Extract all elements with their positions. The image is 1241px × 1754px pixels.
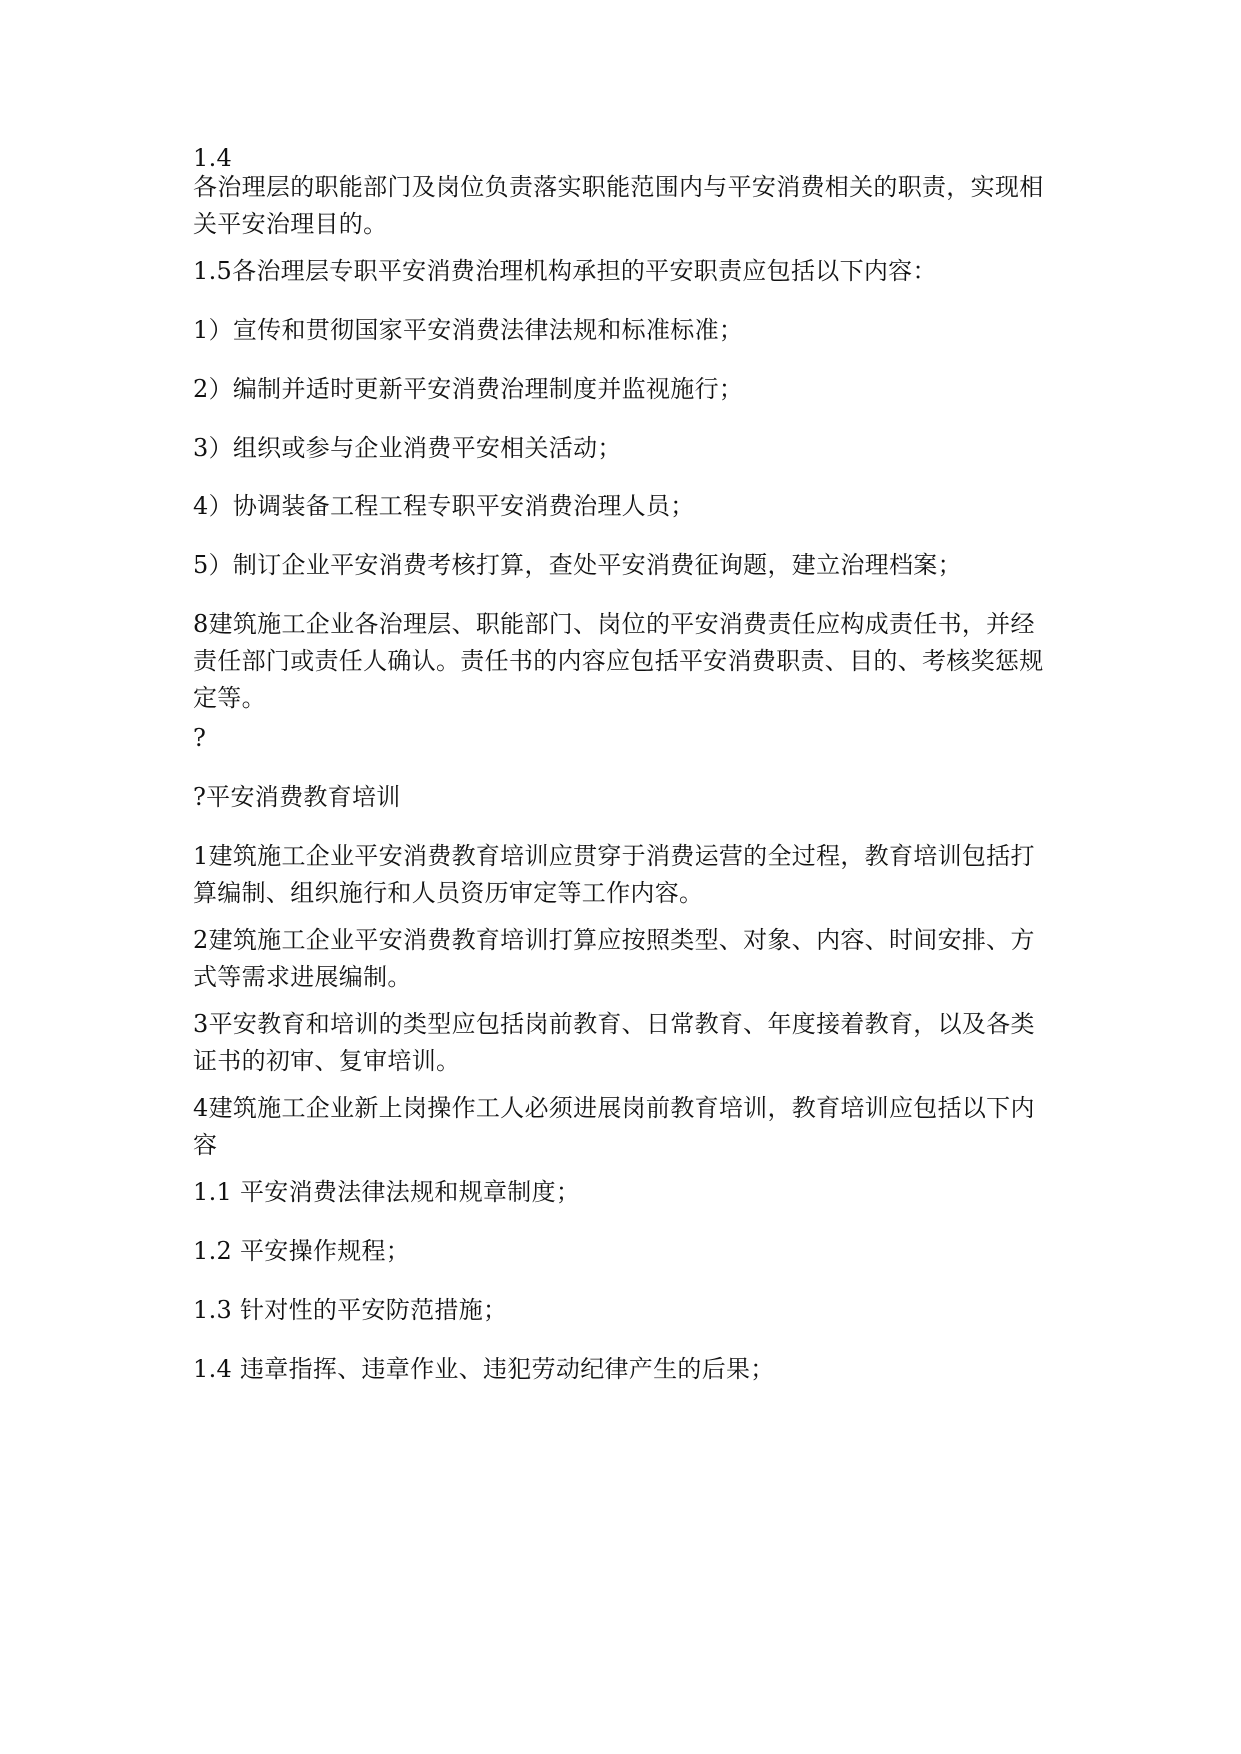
list-item-1: 1）宣传和贯彻国家平安消费法律法规和标准标准； — [193, 316, 744, 344]
paragraph-training-2: 2建筑施工企业平安消费教育培训打算应按照类型、对象、内容、时间安排、方式等需求进展编制。 — [193, 926, 1035, 991]
section-heading-training: ?平安消费教育培训 — [193, 783, 401, 811]
list-item-5: 5）制订企业平安消费考核打算，查处平安消费征询题，建立治理档案； — [193, 551, 962, 579]
paragraph-training-1: 1建筑施工企业平安消费教育培训应贯穿于消费运营的全过程，教育培训包括打算编制、组织施行和人员资历审定等工作内容。 — [193, 842, 1035, 907]
sub-item-1-1: 1.1 平安消费法律法规和规章制度； — [193, 1178, 581, 1206]
sub-item-1-2: 1.2 平安操作规程； — [193, 1237, 411, 1265]
paragraph-1-5: 1.5各治理层专职平安消费治理机构承担的平安职责应包括以下内容： — [193, 257, 937, 285]
list-item-3: 3）组织或参与企业消费平安相关活动； — [193, 434, 622, 462]
list-item-4: 4）协调装备工程工程专职平安消费治理人员； — [193, 492, 695, 520]
paragraph-responsibility-letter: 8建筑施工企业各治理层、职能部门、岗位的平安消费责任应构成责任书，并经责任部门或责任人确认。责任书的内容应包括平安消费职责、目的、考核奖惩规定等。 — [193, 610, 1044, 712]
section-number: 1.4 — [193, 144, 233, 172]
sub-item-1-4: 1.4 违章指挥、违章作业、违犯劳动纪律产生的后果； — [193, 1355, 775, 1383]
paragraph-training-3: 3平安教育和培训的类型应包括岗前教育、日常教育、年度接着教育，以及各类证书的初审、复审培训。 — [193, 1010, 1035, 1075]
placeholder-mark: ? — [193, 724, 207, 752]
paragraph-1-4: 各治理层的职能部门及岗位负责落实职能范围内与平安消费相关的职责，实现相关平安治理目的。 — [193, 173, 1044, 238]
sub-item-1-3: 1.3 针对性的平安防范措施； — [193, 1296, 508, 1324]
list-item-2: 2）编制并适时更新平安消费治理制度并监视施行； — [193, 375, 744, 403]
paragraph-training-4: 4建筑施工企业新上岗操作工人必须进展岗前教育培训，教育培训应包括以下内容 — [193, 1094, 1035, 1159]
